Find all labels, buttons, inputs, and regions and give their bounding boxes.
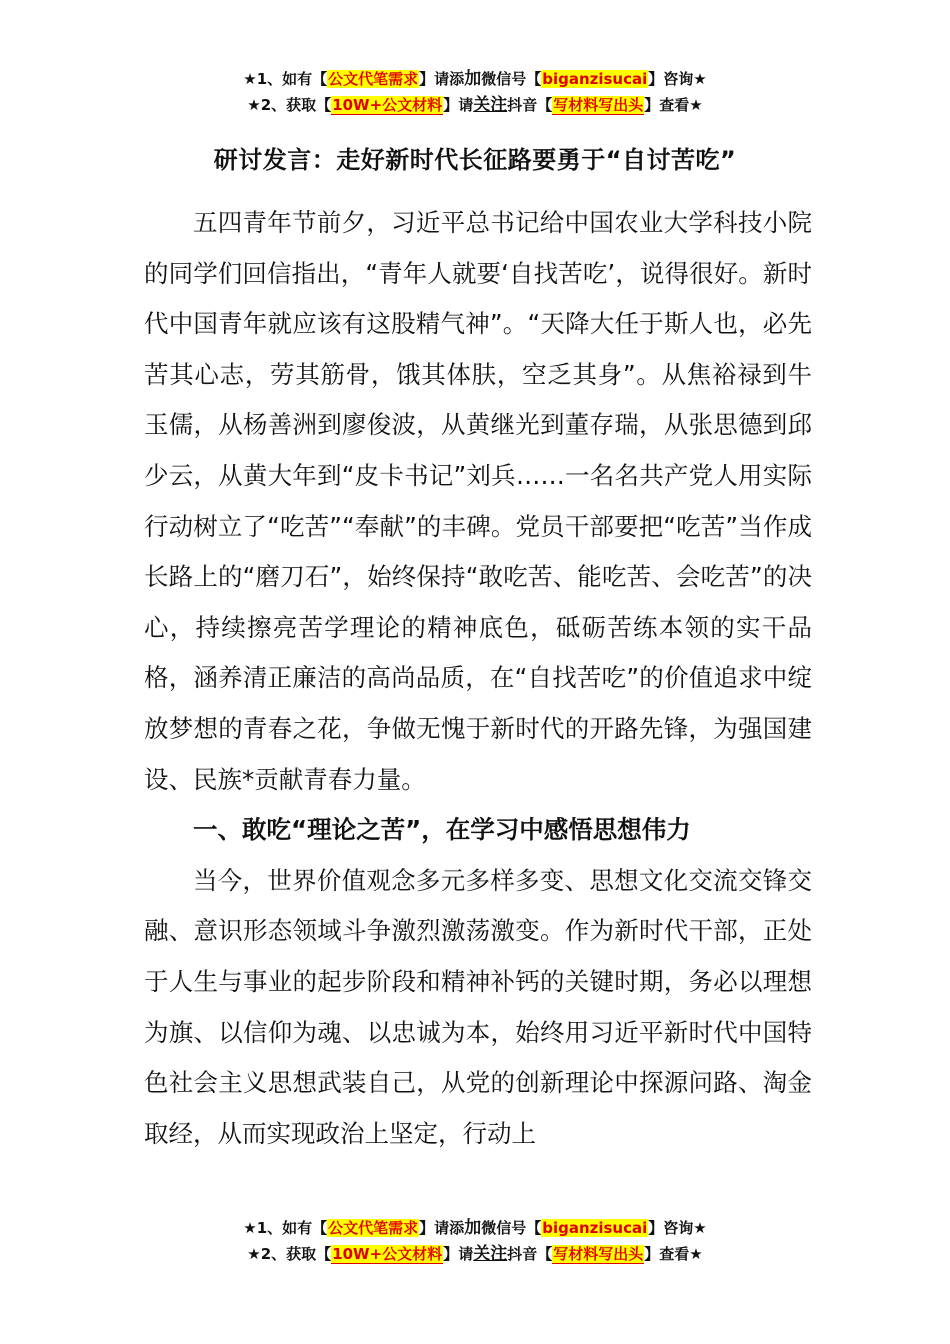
banner-text: 加: [464, 69, 482, 89]
highlight-douyin-account: 写材料写出头: [553, 1245, 644, 1263]
paragraph-intro: 五四青年节前夕，习近平总书记给中国农业大学科技小院的同学们回信指出，“青年人就要‘自找苦吃’，说得很好。新时代中国青年就应该有这股精气神”。“天降大任于斯人也，必先苦其心志，劳其筋骨，饿其体肤，空乏其身”。从焦裕禄到牛玉儒，从杨善洲到廖俊波，从黄继光到董存瑞，从张思德到邱少云，从黄大年到“皮卡书记”刘兵……一名名共产党人用实际行动树立了“吃苦”“奉献”的丰碑。党员干部要把“吃苦”当作成长路上的“磨刀石”，始终保持“敢吃苦、能吃苦、会吃苦”的决心，持续擦亮苦学理论的精神底色，砥砺苦练本领的实干品格，涵养清正廉洁的高尚品质，在“自找苦吃”的价值追求中绽放梦想的青春之花，争做无愧于新时代的开路先锋，为强国建设、民族*贡献青春力量。: [144, 208, 812, 794]
document-title: 研讨发言：走好新时代长征路要勇于“自讨苦吃”: [213, 146, 737, 174]
section-heading-1: 一、敢吃“理论之苦”，在学习中感悟思想伟力: [193, 815, 691, 845]
document-body: [144, 198, 812, 1159]
banner-text: 】咨询★: [648, 1219, 707, 1237]
highlight-wechat-id: biganzisucai: [542, 1219, 648, 1237]
highlight-materials: 10W+公文材料: [332, 96, 443, 114]
banner-text: ★1、如有【: [243, 70, 328, 88]
banner-text: 关注: [473, 1244, 508, 1264]
banner-text: 微信号【: [481, 1219, 542, 1237]
highlight-douyin-account: 写材料写出头: [553, 96, 644, 114]
banner-text: ★1、如有【: [243, 1219, 328, 1237]
banner-text: 抖音【: [507, 96, 553, 114]
banner-text: 微信号【: [481, 70, 542, 88]
highlight-service: 公文代笔需求: [328, 1219, 419, 1237]
header-banner: [0, 66, 950, 118]
banner-text: 】请添: [419, 1219, 465, 1237]
banner-text: 】咨询★: [648, 70, 707, 88]
banner-line-2: [0, 92, 950, 118]
banner-line-1: [0, 66, 950, 92]
footer-banner: [0, 1215, 950, 1267]
banner-text: 关注: [473, 95, 508, 115]
banner-line-2: [0, 1241, 950, 1267]
banner-text: 】请添: [419, 70, 465, 88]
banner-text: 】请: [443, 1245, 474, 1263]
banner-text: 】查看★: [644, 1245, 703, 1263]
banner-line-1: [0, 1215, 950, 1241]
banner-text: ★2、获取【: [247, 96, 332, 114]
banner-text: 】请: [443, 96, 474, 114]
highlight-service: 公文代笔需求: [328, 70, 419, 88]
highlight-wechat-id: biganzisucai: [542, 70, 648, 88]
banner-text: 】查看★: [644, 96, 703, 114]
paragraph-section-1: 当今，世界价值观念多元多样多变、思想文化交流交锋交融、意识形态领域斗争激烈激荡激变。作为新时代干部，正处于人生与事业的起步阶段和精神补钙的关键时期，务必以理想为旗、以信仰为魂、以忠诚为本，始终用习近平新时代中国特色社会主义思想武装自己，从党的创新理论中探源问路、淘金取经，从而实现政治上坚定，行动上: [144, 865, 812, 1148]
banner-text: ★2、获取【: [247, 1245, 332, 1263]
banner-text: 抖音【: [507, 1245, 553, 1263]
highlight-materials: 10W+公文材料: [332, 1245, 443, 1263]
banner-text: 加: [464, 1218, 482, 1238]
